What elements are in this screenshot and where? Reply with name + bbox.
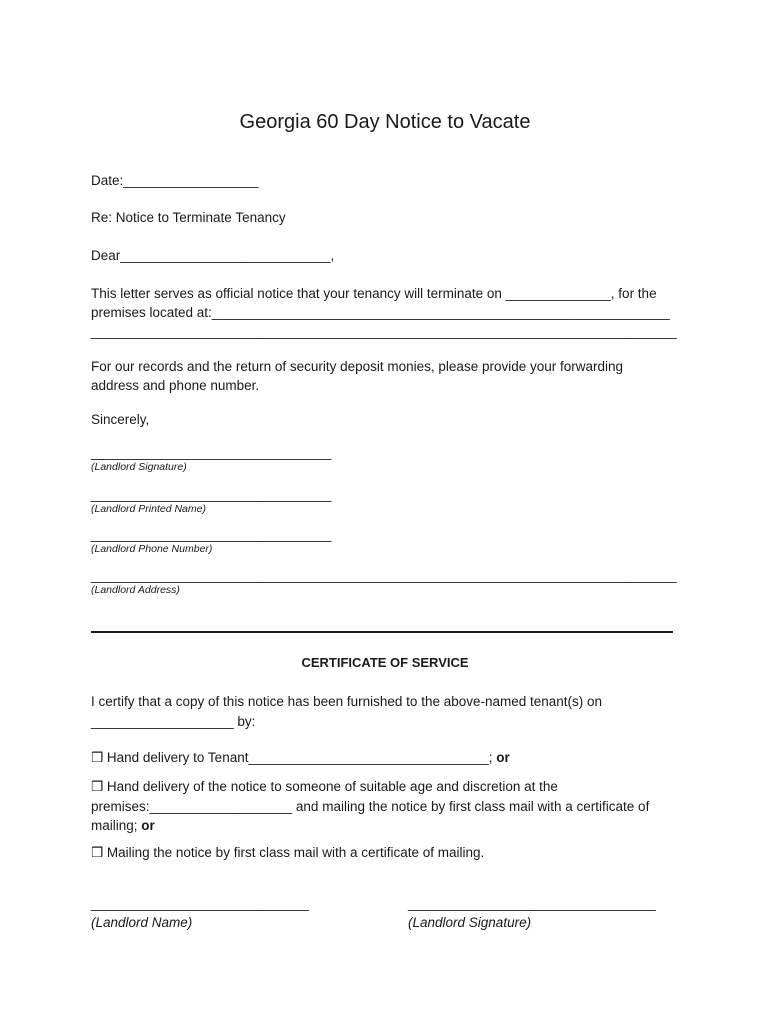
document-title: Georgia 60 Day Notice to Vacate — [239, 111, 531, 133]
bottom-landlord-signature-label: (Landlord Signature) — [408, 915, 532, 930]
option-1-or: or — [496, 750, 510, 765]
bottom-landlord-name-line: _____________________________ — [91, 896, 309, 911]
landlord-signature-label: (Landlord Signature) — [91, 461, 187, 473]
re-line: Re: Notice to Terminate Tenancy — [91, 210, 286, 225]
certificate-intro-line-1: I certify that a copy of this notice has been furnished to the above-named tenant(s) on — [91, 694, 603, 709]
dear-line: Dear____________________________, — [91, 248, 335, 263]
landlord-phone-number-label: (Landlord Phone Number) — [91, 543, 213, 555]
checkbox-icon: ❒ — [91, 845, 104, 860]
signature-line: ________________________________ — [91, 445, 332, 460]
bottom-landlord-name-label: (Landlord Name) — [91, 915, 193, 930]
body-paragraph-1-line-1: This letter serves as official notice that your tenancy will terminate on ______________, for the — [91, 286, 657, 301]
address-line: ______________________________________________________________________________ — [91, 568, 677, 583]
printed-name-line: ________________________________ — [91, 487, 332, 502]
landlord-address-label: (Landlord Address) — [91, 584, 180, 596]
section-divider — [91, 631, 673, 633]
body-paragraph-2-line-2: address and phone number. — [91, 378, 260, 393]
option-3-text: Mailing the notice by first class mail with a certificate of mailing. — [106, 845, 485, 860]
body-paragraph-2-line-1: For our records and the return of security deposit monies, please provide your forwarding — [91, 359, 624, 374]
certificate-intro-line-2: ___________________ by: — [91, 714, 256, 729]
date-line: Date:__________________ — [91, 173, 259, 188]
body-paragraph-1-line-2: premises located at:_____________________________________________________________ — [91, 305, 670, 320]
closing: Sincerely, — [91, 412, 150, 427]
option-2-text-line-3 — [91, 816, 155, 835]
certificate-heading: CERTIFICATE OF SERVICE — [301, 655, 469, 670]
option-2-or: or — [141, 818, 155, 833]
checkbox-icon: ❒ — [91, 779, 104, 794]
option-2-mailing-text: mailing; — [91, 818, 138, 833]
option-2-text-line-2: premises:___________________ and mailing the notice by first class mail with a certificate of — [91, 799, 650, 814]
option-2-text-line-1: Hand delivery of the notice to someone of suitable age and discretion at the — [106, 779, 558, 794]
option-hand-delivery-tenant — [91, 748, 510, 767]
bottom-landlord-signature-line: _________________________________ — [408, 896, 656, 911]
phone-number-line: ________________________________ — [91, 527, 332, 542]
landlord-printed-name-label: (Landlord Printed Name) — [91, 503, 206, 515]
checkbox-icon: ❒ — [91, 750, 104, 765]
option-1-text: Hand delivery to Tenant________________________________; — [106, 750, 493, 765]
option-mailing — [91, 843, 484, 862]
body-paragraph-1-line-3: ______________________________________________________________________________ — [91, 324, 677, 339]
option-hand-delivery-premises-line-1 — [91, 777, 558, 796]
